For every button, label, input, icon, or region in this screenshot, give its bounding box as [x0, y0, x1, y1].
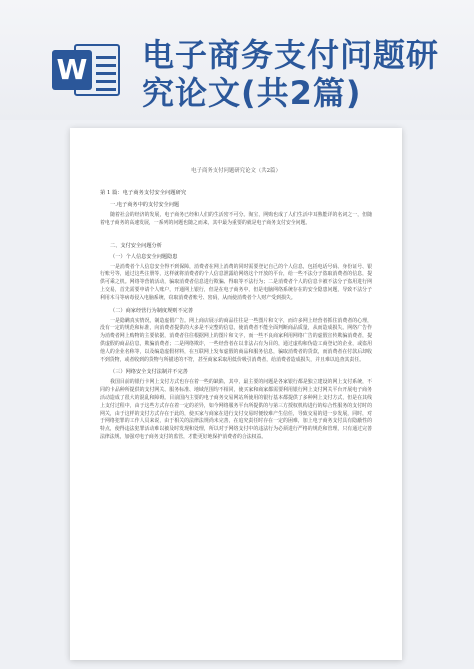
subsection-3-title: （三）网络安全支付法制并不完善 — [110, 369, 188, 376]
document-page — [70, 128, 402, 660]
subsection-1-title: （一）个人信息安全问题隐患 — [110, 253, 178, 260]
subsection-1-paragraph: 一是消费者个人信息安全得不到保障，消费者在网上消费的同时需要登记自己的个人信息，包括电话号码、身份证号、银行账号等，通过这些注册等，这样就将消费者的个人信息泄露给网络这个开放的平台，给一些不法分子盗取消费者的信息，提供可乘之机。网络等营销活动，骗取消费者信息进行欺骗、得取等不法行为；二是消费者个人的信息卡被不法分子盗用进行网上交易，首先需要申请个人账户，开通网上银行，但是在电子商务中，但是电脑网络系统存在的安全隐患问题，导致不法分子利用木马等病毒侵入电脑系统，窃取消费者账号、密码，从而使消费者个人财产受到损失。 — [100, 263, 372, 301]
intro-paragraph: 随着社会的经济的发展，电子商务已经和人们的生活密不可分。淘宝，网购也成了人们生活中耳熟能详的名词之一，但随着电子商务的高速发展，一系列的问题也随之而来，其中最为重要的就是电子商务支付安全问题。 — [100, 212, 372, 226]
subsection-2-paragraph: 一是隐瞒真实情况，制造虚假广告。网上商店展示的商品往往是一些图片和文字，而许多网上经营者抓住消费者的心理，没有一定的规范和标准，向消费者提供的大多是不完整的信息，使消费者不能全面判断商品质量，从而造成损失。网络广告作为消费者网上购物的主要依据，消费者往往根据网上的图片和文字，而一些不良商家利用网络广告的虚假宣传欺骗消费者，提供虚假的商品信息，欺骗消费者；二是网络欺诈，一些经营者在以非法占有为目的，通过虚构和伪造工商登记的企业，或盗用他人的企业名称等，以及编造虚假材料，在互联网上发布虚假的商品和服务信息，骗取消费者的货款，而消费者在付款后却收不到货物，或者收到的货物与所描述的不符，甚至商家采取用低价吸引消费者，给消费者造成损失，并且难以追查其责任。 — [100, 317, 372, 363]
part-heading: 第 1 篇：电子商务支付安全问题研究 — [100, 190, 187, 196]
banner — [0, 0, 474, 120]
document-header: 电子商务支付问题研究论文（共2篇） — [191, 168, 281, 174]
word-icon — [52, 42, 122, 98]
word-letter: W — [52, 50, 92, 90]
heading-2: 二、支付安全问题分析 — [110, 242, 162, 249]
subsection-2-title: （二）商家经营行为制度规则不完善 — [110, 307, 194, 314]
heading-1: 一.电子商务中的支付安全问题 — [110, 202, 180, 208]
banner-title: 电子商务支付问题研究论文(共2篇) — [142, 36, 440, 112]
subsection-3-paragraph: 我国目前的银行卡网上支付方式也存在着一些的缺陷，其中，最主要的问题是各家银行都是独立建设的网上支付系统，不同的卡品种所提供的支付网关、服务标准、地域范围均不相同，使买家和商家都需要利用银行网上支付网关平台开展电子商务活动造成了很大的混乱和障碍。目前国内主要的电子商务交易网站所使用的银行基本都提供了多种网上支付方式，但是在其线上支付过程中，由于这些方式存在着一定的差异，如今网络服务平台所提供的与第三方授权机构进行的综合性服务的支付时的网关，由于这样的支付方式存在于此的，使买家与商家在进行支付交易时便较难产生信任，导致交易的进一步发展，同时，对于网络犯罪的工作人员来说，由于相关的法律法规尚未完善，在追究责任时存在一定的困难，加上电子商务支付具有隐蔽性的特点，使得违法犯罪活动难以被及时发现和处理，所以对于网络支付中的违法行为必须进行严格的规范和管理，只有通过完善法律法规，加强对电子商务支付的监管，才能更好地保护消费者的合法权益。 — [100, 379, 372, 440]
